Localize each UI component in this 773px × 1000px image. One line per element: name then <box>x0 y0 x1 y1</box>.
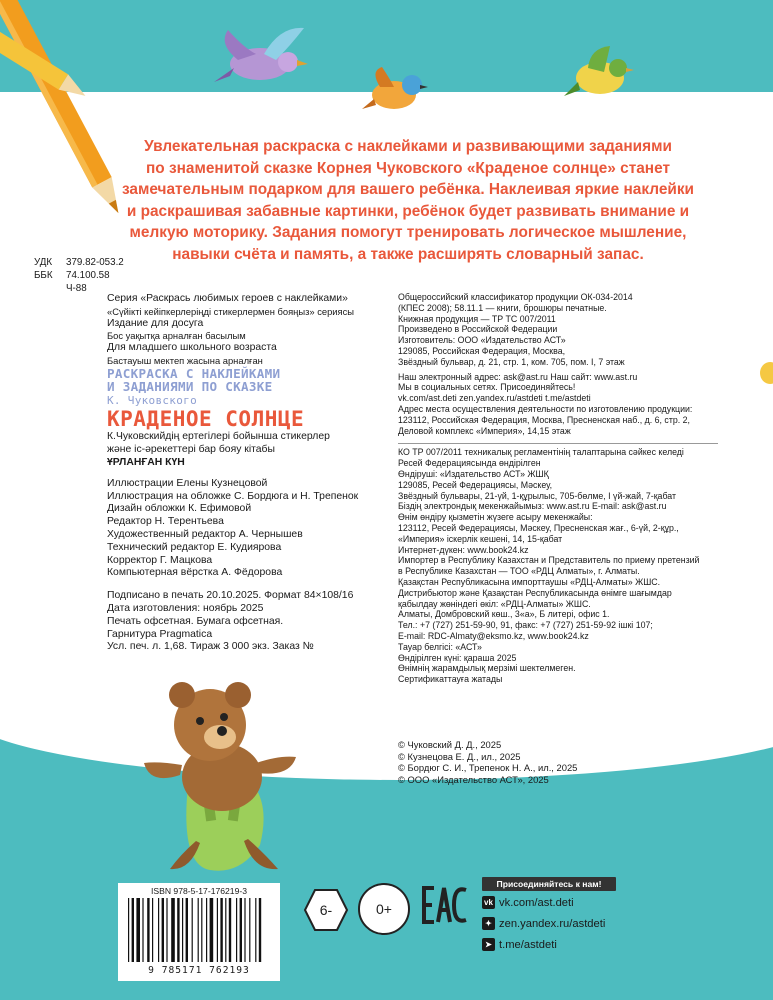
imprint-line: Звёздный бульвар, д. 21, стр. 1, ком. 705, пом. I, 7 этаж <box>398 356 625 367</box>
intro-text <box>118 136 698 266</box>
imprint-line: Произведено в Российской Федерации <box>398 324 558 335</box>
purple-bird-illustration <box>208 20 318 98</box>
imprint-line: в Республике Казахстан — ТОО «РДЦ Алматы», г. Алматы. <box>398 566 640 577</box>
social-link-text: t.me/astdeti <box>499 938 557 951</box>
imprint-line: Тел.: +7 (727) 251-59-90, 91, факс: +7 (727) 251-59-92 ішкі 107; <box>398 620 653 631</box>
copyright-line: © Кузнецова Е. Д., ил., 2025 <box>398 750 521 762</box>
imprint-left-column <box>107 293 392 654</box>
publication-line: Усл. печ. л. 1,68. Тираж 3 000 экз. Заказ № <box>107 641 314 653</box>
zen-icon: ✦ <box>482 917 495 930</box>
code-row: УДК 379.82-053.2 <box>34 257 124 268</box>
imprint-line: vk.com/ast.deti zen.yandex.ru/astdeti t.me/astdeti <box>398 393 591 404</box>
imprint-line: 129085, Ресей Федерациясы, Мәскеу, <box>398 479 553 490</box>
book-subtitle: РАСКРАСКА С НАКЛЕЙКАМИ И ЗАДАНИЯМИ ПО СКАЗКЕ К. Чуковского <box>107 365 281 408</box>
intro-line: по знаменитой сказке Корнея Чуковского «Краденое солнце» станет <box>146 159 670 177</box>
credit-line: Редактор Н. Терентьева <box>107 516 224 528</box>
imprint-line: Дистрибьютор және Қазақстан Республикасында өнімге шағымдар <box>398 587 672 598</box>
credit-line: Компьютерная вёрстка А. Фёдорова <box>107 567 283 579</box>
code-row: ББК 74.100.58 <box>34 270 110 281</box>
imprint-line: қабылдау жөніндегі өкіл: «РДЦ-Алматы» ЖШС. <box>398 598 591 609</box>
series-line: Серия «Раскрась любимых героев с наклейками» <box>107 293 348 304</box>
social-link-vk[interactable] <box>482 893 616 912</box>
age-mark-0: 0+ <box>376 901 392 917</box>
series-line: Для младшего школьного возраста <box>107 342 277 354</box>
eac-certification-mark <box>420 884 468 926</box>
imprint-line: Наш электронный адрес: ask@ast.ru Наш сайт: www.ast.ru <box>398 371 638 382</box>
intro-line: навыки счёта и память, а также расширять словарный запас. <box>172 245 644 263</box>
publication-line: Гарнитура Pragmatica <box>107 628 213 640</box>
credit-line: Художественный редактор А. Чернышев <box>107 528 303 540</box>
kz-subtitle-line: және іс-әрекеттері бар бояу кітабы <box>107 444 275 456</box>
series-line: Бастауыш мектеп жасына арналған <box>107 354 263 366</box>
imprint-line: Адрес места осуществления деятельности по изготовлению продукции: <box>398 403 693 414</box>
barcode-box <box>118 883 280 981</box>
imprint-line: Книжная продукция — ТР ТС 007/2011 <box>398 313 556 324</box>
imprint-line: КО ТР 007/2011 техникалық регламентінің талаптарына сәйкес келеді <box>398 447 684 458</box>
imprint-line: Изготовитель: ООО «Издательство АСТ» <box>398 335 566 346</box>
imprint-line: Өндірілген күні: қараша 2025 <box>398 652 517 663</box>
copyright-block <box>398 739 577 785</box>
contact-info-block <box>398 372 728 437</box>
imprint-line: 123112, Ресей Федерациясы, Мәскеу, Пресненская жағ., 6-үй, 2-құр., <box>398 522 679 533</box>
age-mark-0-badge <box>358 883 410 935</box>
age-mark-6: 6- <box>319 902 333 918</box>
credit-line: Дизайн обложки К. Ефимовой <box>107 503 252 515</box>
book-title: КРАДЕНОЕ СОЛНЦЕ <box>107 407 305 432</box>
imprint-line: Звёздный бульвары, 21-үй, 1-құрылыс, 705-бөлме, I үй-жай, 7-қабат <box>398 490 677 501</box>
orange-bird-illustration <box>362 65 432 117</box>
imprint-right-column <box>398 292 728 685</box>
imprint-line: Тауар белгісі: «АСТ» <box>398 641 482 652</box>
imprint-line: Ресей Федерациясында өндірілген <box>398 458 541 469</box>
credit-line: Технический редактор Е. Кудиярова <box>107 541 282 553</box>
credit-line: Иллюстрация на обложке С. Бордюга и Н. Трепенок <box>107 490 359 502</box>
product-info-block <box>398 292 728 368</box>
imprint-line: E-mail: RDC-Almaty@eksmo.kz, www.book24.kz <box>398 630 589 641</box>
isbn-label: ISBN 978-5-17-176219-3 <box>150 886 248 896</box>
social-link-text: vk.com/ast.deti <box>499 896 574 909</box>
yellow-decoration <box>760 362 773 384</box>
intro-line: мелкую моторику. Задания помогут тренировать логическое мышление, <box>129 224 687 242</box>
barcode-image <box>126 898 272 964</box>
imprint-line: «Империя» іскерлік кешені, 14, 15-қабат <box>398 533 563 544</box>
imprint-line: 123112, Российская Федерация, Москва, Пресненская наб., д. 6, стр. 2, <box>398 414 690 425</box>
imprint-line: Қазақстан Республикасына импорттаушы «РДЦ-Алматы» ЖШС. <box>398 576 661 587</box>
intro-line: Увлекательная раскраска с наклейками и развивающими заданиями <box>144 138 672 155</box>
copyright-line: © ООО «Издательство АСТ», 2025 <box>398 773 549 785</box>
series-line: Издание для досуга <box>107 317 204 329</box>
imprint-line: Алматы, Домбровский көш., 3«а», Б литері, офис 1. <box>398 609 610 620</box>
kz-book-title: ҰРЛАНҒАН КҮН <box>107 456 185 468</box>
series-line: Бос уақытқа арналған басылым <box>107 330 246 342</box>
social-link-text: zen.yandex.ru/astdeti <box>499 917 606 930</box>
publication-line: Дата изготовления: ноябрь 2025 <box>107 602 264 614</box>
imprint-line: Интернет-дүкен: www.book24.kz <box>398 544 529 555</box>
publication-line: Печать офсетная. Бумага офсетная. <box>107 615 284 627</box>
age-mark-6-badge <box>303 887 349 938</box>
credit-line: Иллюстрации Елены Кузнецовой <box>107 477 268 489</box>
publication-line: Подписано в печать 20.10.2025. Формат 84×108/16 <box>107 590 354 602</box>
imprint-line: Мы в социальных сетях. Присоединяйтесь! <box>398 382 576 393</box>
imprint-line: Сертификаттауға жатады <box>398 674 503 685</box>
social-header: Присоединяйтесь к нам! <box>482 877 616 891</box>
telegram-icon: ➤ <box>482 938 495 951</box>
imprint-line: Деловой комплекс «Империя», 14,15 этаж <box>398 425 571 436</box>
kz-subtitle-line: К.Чуковскийдің ертегілері бойынша стикерлер <box>107 431 330 443</box>
publication-info <box>107 590 392 654</box>
imprint-line: (КПЕС 2008); 58.11.1 — книги, брошюры печатные. <box>398 302 607 313</box>
intro-line: замечательным подарком для вашего ребёнка. Наклеивая яркие наклейки <box>121 181 695 199</box>
intro-line: и раскрашивая забавные картинки, ребёнок будет развивать внимание и <box>126 202 690 220</box>
credits <box>107 478 392 580</box>
series-line: «Сүйікті кейіпкерлеріңді стикерлермен бояңыз» сериясы <box>107 305 355 317</box>
classification-codes <box>34 256 124 295</box>
code-row: Ч-88 <box>66 283 87 294</box>
imprint-line: Өнімнің жарамдылық мерзімі шектелмеген. <box>398 663 576 674</box>
green-bird-illustration <box>560 42 640 106</box>
imprint-line: Общероссийский классификатор продукции ОК-034-2014 <box>398 292 633 302</box>
bear-illustration <box>140 665 300 875</box>
imprint-line: Біздің электрондық мекенжайымыз: www.ast.ru E-mail: ask@ast.ru <box>398 501 667 512</box>
imprint-line: Өнім өндіру қызметін жүзеге асыру мекенжайы: <box>398 512 593 523</box>
social-link-telegram[interactable] <box>482 935 616 954</box>
social-links-panel <box>482 877 616 954</box>
copyright-line: © Чуковский Д. Д., 2025 <box>398 739 502 750</box>
imprint-line: 129085, Российская Федерация, Москва, <box>398 345 566 356</box>
credit-line: Корректор Г. Мацкова <box>107 554 213 566</box>
vk-icon: vk <box>482 896 495 909</box>
social-link-zen[interactable] <box>482 914 616 933</box>
imprint-line: Импортер в Республику Казахстан и Представитель по приему претензий <box>398 555 700 566</box>
imprint-line: Өндіруші: «Издательство АСТ» ЖШҚ <box>398 468 549 479</box>
barcode-digits: 9 785171 762193 <box>148 965 250 976</box>
kazakhstan-info-block <box>398 443 728 685</box>
copyright-line: © Бордюг С. И., Трепенок Н. А., ил., 2025 <box>398 762 578 774</box>
